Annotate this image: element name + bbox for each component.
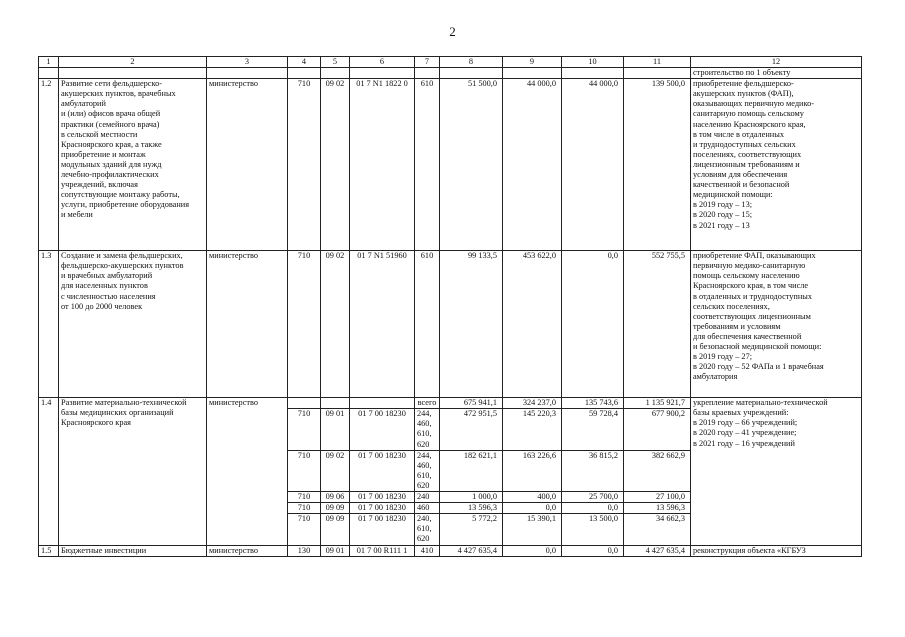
section-code: 09 09 — [321, 514, 350, 545]
target-code: 01 7 N1 51960 — [350, 251, 415, 398]
col-header: 1 — [39, 57, 59, 68]
col-header: 7 — [415, 57, 440, 68]
expected-result: укрепление материально-технической базы краевых учреждений: в 2019 году – 66 учреждений; в 2020 году – 41 учреждение; в 2021 году – 16 учреждений — [691, 398, 862, 545]
carry-over-text: строительство по 1 объекту — [691, 68, 862, 79]
amount-total: 382 662,9 — [624, 450, 691, 491]
grbs-code: 710 — [288, 503, 321, 514]
row-number: 1.3 — [39, 251, 59, 398]
target-code: 01 7 N1 1822 0 — [350, 79, 415, 251]
amount-2020: 0,0 — [503, 545, 562, 556]
expense-type: 610 — [415, 251, 440, 398]
col-header: 11 — [624, 57, 691, 68]
amount-total: 1 135 921,7 — [624, 398, 691, 409]
target-code: 01 7 00 18230 — [350, 492, 415, 503]
amount-total: 34 662,3 — [624, 514, 691, 545]
expense-type-total: всего — [415, 398, 440, 409]
section-code: 09 02 — [321, 79, 350, 251]
amount-total: 677 900,2 — [624, 409, 691, 450]
target-code: 01 7 00 18230 — [350, 409, 415, 450]
activity-name: Создание и замена фельдшерских, фельдшерско-акушерских пунктов и врачебных амбулаторий для населенных пунктов с численностью населения от 100 до 2000 человек — [59, 251, 207, 398]
amount-2019: 99 133,5 — [440, 251, 503, 398]
executor: министерство — [207, 398, 288, 545]
col-header: 3 — [207, 57, 288, 68]
amount-2020: 324 237,0 — [503, 398, 562, 409]
amount-2020: 145 220,3 — [503, 409, 562, 450]
row-number: 1.4 — [39, 398, 59, 545]
amount-2020: 0,0 — [503, 503, 562, 514]
amount-2021: 13 500,0 — [562, 514, 624, 545]
amount-2021: 0,0 — [562, 545, 624, 556]
amount-total: 4 427 635,4 — [624, 545, 691, 556]
budget-table — [38, 56, 862, 557]
amount-2021: 0,0 — [562, 251, 624, 398]
table-row — [39, 398, 862, 409]
grbs-code: 710 — [288, 251, 321, 398]
grbs-code: 710 — [288, 450, 321, 491]
col-header: 6 — [350, 57, 415, 68]
amount-2021: 44 000,0 — [562, 79, 624, 251]
target-code: 01 7 00 18230 — [350, 503, 415, 514]
col-header: 10 — [562, 57, 624, 68]
col-header: 2 — [59, 57, 207, 68]
amount-2019: 5 772,2 — [440, 514, 503, 545]
target-code: 01 7 00 18230 — [350, 514, 415, 545]
amount-total: 552 755,5 — [624, 251, 691, 398]
grbs-code: 710 — [288, 492, 321, 503]
section-code: 09 01 — [321, 409, 350, 450]
activity-name: Развитие материально-технической базы медицинских организаций Красноярского края — [59, 398, 207, 545]
expense-type: 410 — [415, 545, 440, 556]
amount-total: 27 100,0 — [624, 492, 691, 503]
carry-over-row — [39, 68, 862, 79]
table-row — [39, 79, 862, 251]
expense-type: 240 — [415, 492, 440, 503]
col-header: 9 — [503, 57, 562, 68]
grbs-code: 130 — [288, 545, 321, 556]
table-row — [39, 251, 862, 398]
expense-type: 610 — [415, 79, 440, 251]
amount-2019: 675 941,1 — [440, 398, 503, 409]
col-header: 8 — [440, 57, 503, 68]
col-header: 12 — [691, 57, 862, 68]
activity-name: Развитие сети фельдшерско- акушерских пунктов, врачебных амбулаторий и (или) офисов врача общей практики (семейного врача) в сельской местности Красноярского края, а также приобретение и монтаж модульных зданий для нужд лечебно-профилактических учреждений, включая сопутствующие монтажу работы, услуги, приобретение оборудования и мебели — [59, 79, 207, 251]
executor: министерство — [207, 251, 288, 398]
column-number-row — [39, 57, 862, 68]
activity-name: Бюджетные инвестиции — [59, 545, 207, 556]
grbs-code: 710 — [288, 409, 321, 450]
section-code: 09 01 — [321, 545, 350, 556]
expense-type: 244, 460, 610, 620 — [415, 450, 440, 491]
amount-2020: 453 622,0 — [503, 251, 562, 398]
row-number: 1.5 — [39, 545, 59, 556]
amount-2019: 4 427 635,4 — [440, 545, 503, 556]
expense-type: 244, 460, 610, 620 — [415, 409, 440, 450]
grbs-code: 710 — [288, 514, 321, 545]
col-header: 5 — [321, 57, 350, 68]
target-code: 01 7 00 R111 1 — [350, 545, 415, 556]
target-code: 01 7 00 18230 — [350, 450, 415, 491]
expected-result: приобретение ФАП, оказывающих первичную медико-санитарную помощь сельскому населению Красноярского края, в том числе в отдаленных и труднодоступных сельских поселениях, соответствующих лицензионным требованиям и условиям для обеспечения качественной и безопасной медицинской помощи: в 2019 году – 27; в 2020 году – 52 ФАПа и 1 врачебная амбулатория — [691, 251, 862, 398]
row-number: 1.2 — [39, 79, 59, 251]
amount-2021: 25 700,0 — [562, 492, 624, 503]
expense-type: 460 — [415, 503, 440, 514]
amount-2020: 400,0 — [503, 492, 562, 503]
amount-2021: 0,0 — [562, 503, 624, 514]
section-code: 09 09 — [321, 503, 350, 514]
amount-total: 13 596,3 — [624, 503, 691, 514]
col-header: 4 — [288, 57, 321, 68]
amount-2019: 472 951,5 — [440, 409, 503, 450]
grbs-code: 710 — [288, 79, 321, 251]
section-code: 09 02 — [321, 450, 350, 491]
amount-2019: 182 621,1 — [440, 450, 503, 491]
section-code: 09 02 — [321, 251, 350, 398]
amount-2019: 1 000,0 — [440, 492, 503, 503]
page-number: 2 — [449, 24, 456, 39]
amount-2021: 59 728,4 — [562, 409, 624, 450]
amount-2019: 51 500,0 — [440, 79, 503, 251]
amount-2020: 44 000,0 — [503, 79, 562, 251]
executor: министерство — [207, 79, 288, 251]
table-row — [39, 545, 862, 556]
amount-2020: 163 226,6 — [503, 450, 562, 491]
amount-2019: 13 596,3 — [440, 503, 503, 514]
section-code: 09 06 — [321, 492, 350, 503]
expense-type: 240, 610, 620 — [415, 514, 440, 545]
executor: министерство — [207, 545, 288, 556]
expected-result: приобретение фельдшерско- акушерских пунктов (ФАП), оказывающих первичную медико- санитарную помощь сельскому населению Красноярского края, в том числе в отдаленных и труднодоступных сельских поселениях, соответствующих лицензионным требованиям и условиям для обеспечения качественной и безопасной медицинской помощи: в 2019 году – 13; в 2020 году – 15; в 2021 году – 13 — [691, 79, 862, 251]
amount-2021: 36 815,2 — [562, 450, 624, 491]
expected-result: реконструкция объекта «КГБУЗ — [691, 545, 862, 556]
amount-2020: 15 390,1 — [503, 514, 562, 545]
amount-total: 139 500,0 — [624, 79, 691, 251]
amount-2021: 135 743,6 — [562, 398, 624, 409]
